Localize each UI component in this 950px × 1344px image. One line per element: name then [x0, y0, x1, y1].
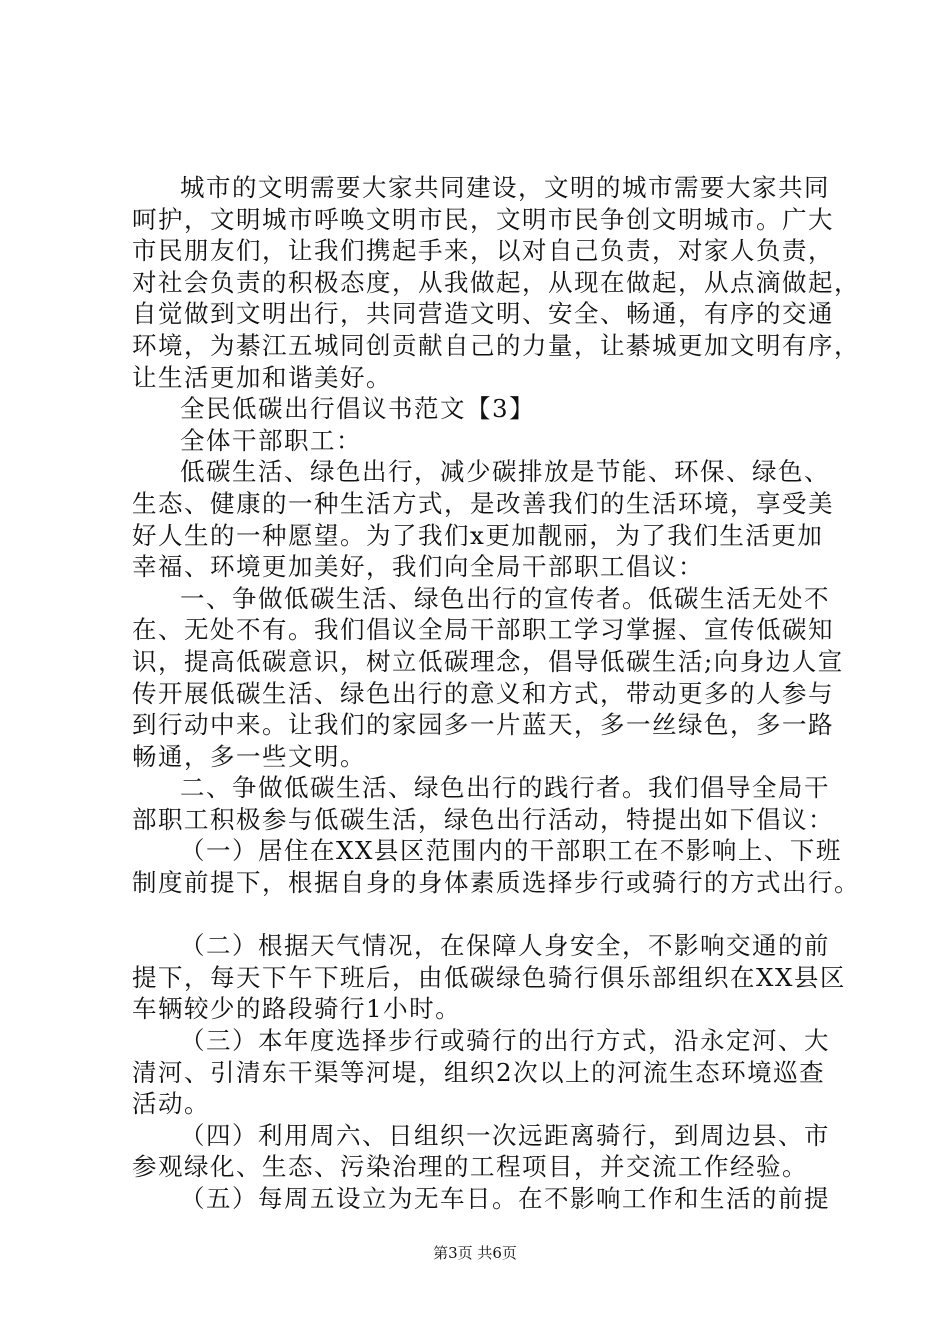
paragraph-line: 市民朋友们，让我们携起手来，以对自己负责，对家人负责， [132, 236, 834, 266]
paragraph-line: 一、争做低碳生活、绿色出行的宣传者。低碳生活无处不 [180, 583, 830, 613]
paragraph-line: （三）本年度选择步行或骑行的出行方式，沿永定河、大 [180, 1026, 830, 1056]
paragraph-line: 呵护，文明城市呼唤文明市民，文明市民争创文明城市。广大 [132, 204, 834, 234]
paragraph-line: （一）居住在XX县区范围内的干部职工在不影响上、下班 [180, 836, 842, 866]
paragraph-line: 到行动中来。让我们的家园多一片蓝天，多一丝绿色，多一路 [132, 710, 834, 740]
paragraph-line: 幸福、环境更加美好，我们向全局干部职工倡议： [132, 552, 704, 582]
paragraph-line: 自觉做到文明出行，共同营造文明、安全、畅通，有序的交通 [132, 299, 834, 329]
paragraph-line: 对社会负责的积极态度，从我做起，从现在做起，从点滴做起， [132, 267, 860, 297]
paragraph-line: 活动。 [132, 1089, 210, 1119]
paragraph-line: 环境，为綦江五城同创贡献自己的力量，让綦城更加文明有序， [132, 330, 860, 360]
paragraph-line: 参观绿化、生态、污染治理的工程项目，并交流工作经验。 [132, 1152, 808, 1182]
document-body [132, 172, 860, 1215]
page-footer: 第3页 共6页 [433, 1244, 517, 1262]
paragraph-line: （五）每周五设立为无车日。在不影响工作和生活的前提 [180, 1184, 830, 1213]
paragraph-line: 在、无处不有。我们倡议全局干部职工学习掌握、宣传低碳知 [132, 615, 834, 645]
paragraph-line: 识，提高低碳意识，树立低碳理念，倡导低碳生活;向身边人宣 [132, 646, 844, 676]
paragraph-line: 提下，每天下午下班后，由低碳绿色骑行俱乐部组织在XX县区 [132, 962, 846, 992]
paragraph-line: 清河、引清东干渠等河堤，组织2次以上的河流生态环境巡查 [132, 1057, 826, 1087]
paragraph-line: 二、争做低碳生活、绿色出行的践行者。我们倡导全局干 [180, 773, 830, 803]
paragraph-line: 制度前提下，根据自身的身体素质选择步行或骑行的方式出行。 [132, 868, 860, 898]
paragraph-line: 城市的文明需要大家共同建设，文明的城市需要大家共同 [180, 173, 830, 202]
section-heading: 全民低碳出行倡议书范文【3】 [180, 394, 536, 424]
paragraph-line: 低碳生活、绿色出行，减少碳排放是节能、环保、绿色、 [180, 457, 830, 487]
paragraph-line: 传开展低碳生活、绿色出行的意义和方式，带动更多的人参与 [132, 678, 834, 708]
paragraph-line: （二）根据天气情况，在保障人身安全，不影响交通的前 [180, 931, 830, 961]
paragraph-line: 让生活更加和谐美好。 [132, 362, 392, 392]
paragraph-line: 生态、健康的一种生活方式，是改善我们的生活环境，享受美 [132, 488, 834, 518]
paragraph-line: 畅通，多一些文明。 [132, 741, 366, 771]
paragraph-line: 车辆较少的路段骑行1小时。 [132, 994, 462, 1024]
blank-line [132, 899, 852, 931]
paragraph-line: 部职工积极参与低碳生活，绿色出行活动，特提出如下倡议： [132, 804, 834, 834]
paragraph-line: （四）利用周六、日组织一次远距离骑行，到周边县、市 [180, 1120, 830, 1150]
paragraph-line: 好人生的一种愿望。为了我们x更加靓丽，为了我们生活更加 [132, 520, 824, 550]
salutation: 全体干部职工： [180, 425, 362, 455]
